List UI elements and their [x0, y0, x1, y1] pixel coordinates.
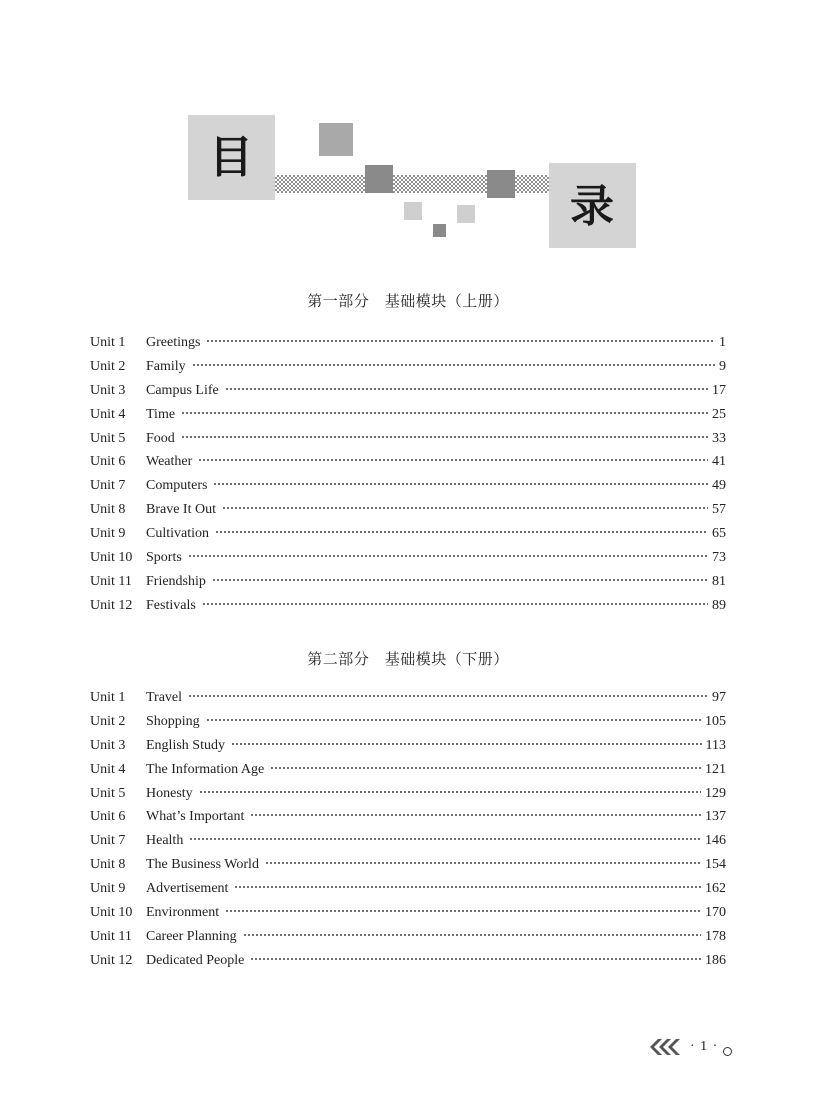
dot-leader [225, 909, 701, 913]
dot-leader [181, 411, 708, 415]
toc-page: 73 [712, 550, 726, 566]
toc-title: Greetings [146, 335, 201, 350]
toc-unit: Unit 1 [90, 335, 126, 350]
toc-page: 137 [705, 809, 726, 825]
header-square [487, 170, 515, 198]
toc-entry[interactable] [90, 905, 726, 929]
toc-unit: Unit 4 [90, 761, 126, 777]
toc-unit: Unit 1 [90, 690, 126, 705]
toc-unit: Unit 12 [90, 597, 133, 613]
toc-entry[interactable] [90, 786, 726, 810]
toc-page: 170 [705, 905, 726, 921]
toc-title: Festivals [146, 597, 196, 613]
toc-page: 41 [712, 454, 726, 470]
toc-page: 121 [705, 761, 726, 777]
toc-unit: Unit 5 [90, 430, 126, 446]
toc-entry[interactable] [90, 857, 726, 881]
toc-page: 186 [705, 952, 726, 968]
dot-leader [250, 813, 701, 817]
toc-title: Family [146, 358, 186, 374]
toc-unit: Unit 6 [90, 454, 126, 470]
page-footer [648, 1034, 732, 1060]
toc-list [90, 335, 726, 622]
dot-leader [199, 790, 701, 794]
dot-leader [250, 957, 701, 961]
toc-page: 154 [705, 857, 726, 873]
toc-unit: Unit 8 [90, 857, 126, 873]
dot-leader [192, 363, 715, 367]
header-square [319, 123, 353, 156]
toc-page: 57 [712, 502, 726, 518]
toc-unit: Unit 2 [90, 358, 126, 374]
toc-title: Time [146, 406, 176, 422]
toc-unit: Unit 9 [90, 526, 126, 542]
toc-entry[interactable] [90, 502, 726, 526]
toc-list [90, 690, 726, 977]
toc-unit: Unit 3 [90, 382, 126, 398]
toc-unit: Unit 11 [90, 928, 132, 944]
toc-entry[interactable] [90, 690, 726, 714]
toc-title: Health [146, 833, 184, 849]
toc-unit: Unit 10 [90, 550, 133, 566]
dot-leader [234, 885, 701, 889]
dot-leader [231, 742, 702, 746]
toc-title: Friendship [146, 573, 206, 589]
toc-page: 105 [705, 713, 726, 729]
toc-unit: Unit 4 [90, 406, 126, 422]
dot-leader [202, 602, 708, 606]
toc-unit: Unit 11 [90, 573, 132, 589]
dot-leader [198, 458, 708, 462]
dot-leader [222, 506, 708, 510]
toc-entry[interactable] [90, 881, 726, 905]
dot-leader [206, 339, 715, 343]
toc-title: Environment [146, 905, 220, 921]
toc-page: 9 [719, 358, 726, 374]
dot-leader [270, 766, 701, 770]
toc-entry[interactable] [90, 929, 726, 953]
toc-entry[interactable] [90, 714, 726, 738]
toc-title: English Study [146, 737, 225, 753]
toc-page: 162 [705, 881, 726, 897]
toc-entry[interactable] [90, 454, 726, 478]
toc-unit: Unit 7 [90, 833, 126, 849]
toc-unit: Unit 6 [90, 809, 126, 825]
toc-entry[interactable] [90, 809, 726, 833]
toc-page: 1 [719, 335, 726, 350]
dot-leader [213, 482, 708, 486]
toc-page: 81 [712, 573, 726, 589]
section-title: 第一部分 基础模块（上册） [307, 292, 509, 310]
header-square [365, 165, 393, 193]
dot-leader [243, 933, 701, 937]
toc-page: 129 [705, 785, 726, 801]
toc-page: 49 [712, 478, 726, 494]
dot-leader [181, 435, 708, 439]
toc-entry[interactable] [90, 550, 726, 574]
toc-unit: Unit 5 [90, 785, 126, 801]
dot-leader [206, 718, 701, 722]
page-number: · 1 · [690, 1039, 719, 1054]
toc-unit: Unit 2 [90, 713, 126, 729]
header-square [404, 202, 422, 220]
toc-title: The Business World [146, 857, 259, 873]
toc-title: Dedicated People [146, 952, 245, 968]
toc-entry[interactable] [90, 953, 726, 977]
toc-page: 33 [712, 430, 726, 446]
toc-page: 97 [712, 690, 726, 705]
toc-unit: Unit 7 [90, 478, 126, 494]
ring-icon [723, 1047, 732, 1056]
toc-unit: Unit 12 [90, 952, 133, 968]
toc-unit: Unit 8 [90, 502, 126, 518]
toc-entry[interactable] [90, 738, 726, 762]
section-title: 第二部分 基础模块（下册） [307, 650, 509, 668]
dot-leader [225, 387, 708, 391]
toc-title: Food [146, 430, 175, 446]
header-char-left: 目 [209, 132, 253, 183]
toc-title: Travel [146, 690, 183, 705]
dot-leader [212, 578, 708, 582]
toc-title: Career Planning [146, 928, 237, 944]
toc-title: Brave It Out [146, 502, 216, 518]
header-square [433, 224, 446, 237]
toc-title: What’s Important [146, 809, 245, 825]
dot-leader [188, 694, 708, 698]
toc-page: 178 [705, 928, 726, 944]
toc-page: 89 [712, 597, 726, 613]
toc-unit: Unit 9 [90, 881, 126, 897]
toc-entry[interactable] [90, 383, 726, 407]
toc-title: Advertisement [146, 881, 229, 897]
toc-title: Computers [146, 478, 208, 494]
toc-entry[interactable] [90, 762, 726, 786]
toc-title: Cultivation [146, 526, 209, 542]
toc-page: 65 [712, 526, 726, 542]
dot-leader [215, 530, 708, 534]
toc-title: Sports [146, 550, 182, 566]
toc-entry[interactable] [90, 407, 726, 431]
toc-entry[interactable] [90, 335, 726, 359]
toc-entry[interactable] [90, 833, 726, 857]
toc-unit: Unit 3 [90, 737, 126, 753]
toc-page: 25 [712, 406, 726, 422]
toc-page: 17 [712, 382, 726, 398]
header-square [457, 205, 475, 223]
toc-entry[interactable] [90, 478, 726, 502]
toc-title: Weather [146, 454, 193, 470]
triple-chevron-left-icon [648, 1038, 684, 1056]
toc-title: Shopping [146, 713, 200, 729]
dot-leader [188, 554, 708, 558]
toc-entry[interactable] [90, 359, 726, 383]
header-char-right: 录 [570, 181, 614, 232]
toc-entry[interactable] [90, 598, 726, 622]
toc-title: Honesty [146, 785, 193, 801]
toc-unit: Unit 10 [90, 905, 133, 921]
toc-entry[interactable] [90, 526, 726, 550]
dot-leader [189, 837, 701, 841]
toc-page: 113 [705, 737, 726, 753]
toc-page: 146 [705, 833, 726, 849]
toc-title: The Information Age [146, 761, 265, 777]
toc-entry[interactable] [90, 574, 726, 598]
dot-leader [265, 861, 701, 865]
toc-title: Campus Life [146, 382, 219, 398]
toc-entry[interactable] [90, 431, 726, 455]
